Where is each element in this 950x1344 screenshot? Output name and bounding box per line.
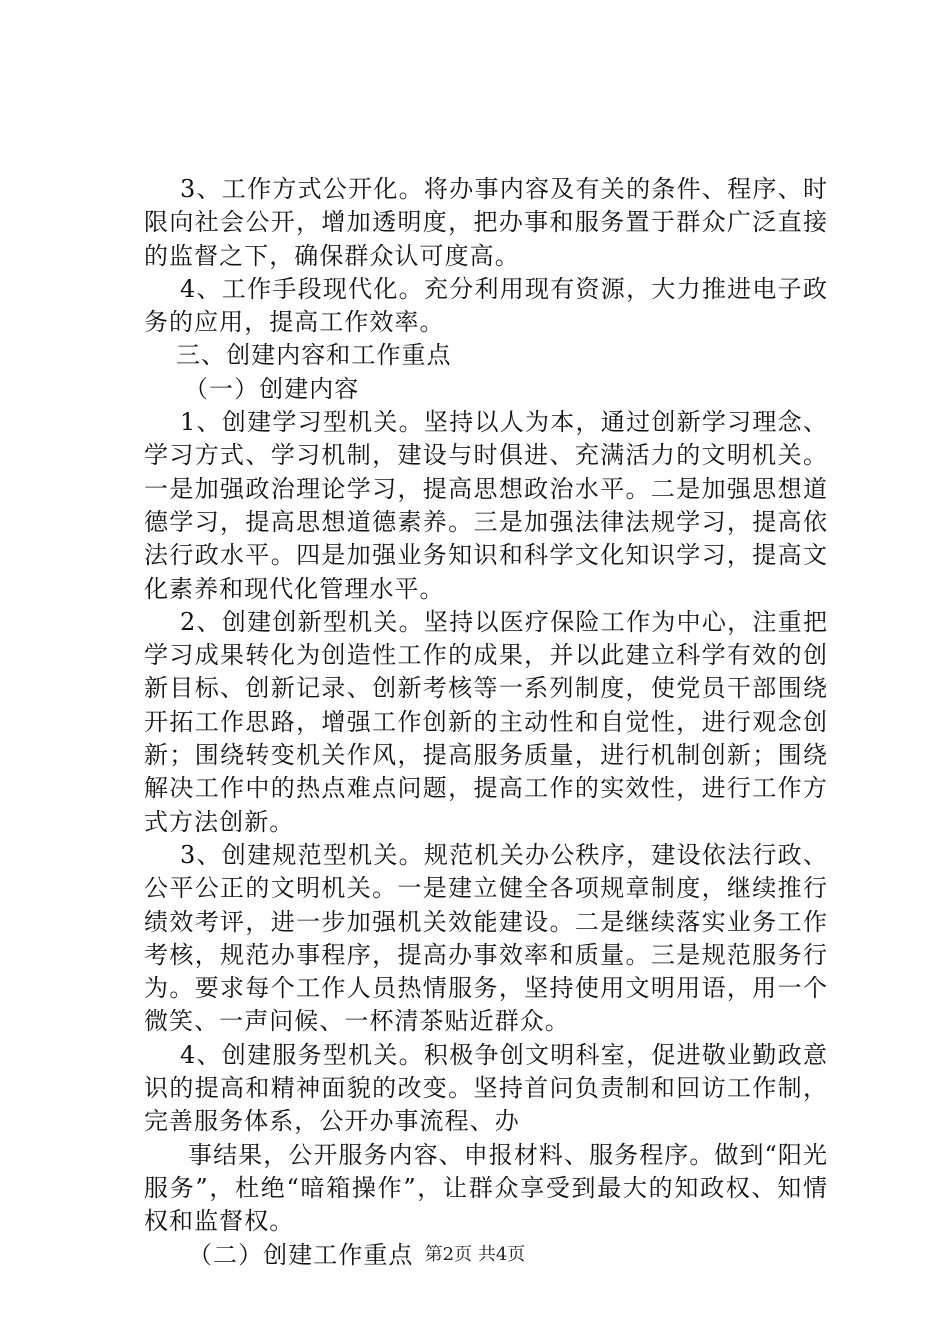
subsection-heading-content: （一）创建内容 xyxy=(184,374,360,403)
paragraph-innovative-organ: 2、创建创新型机关。坚持以医疗保险工作为中心，注重把学习成果转化为创造性工作的成果，并以此建立科学有效的创新目标、创新记录、创新考核等一系列制度，使党员干部围绕开拓工作思路，增强工作创新的主动性和自觉性，进行观念创新；围绕转变机关作风，提高服务质量，进行机制创新；围绕解决工作中的热点难点问题，提高工作的实效性，进行工作方式方法创新。 xyxy=(144,607,828,836)
paragraph-learning-organ: 1、创建学习型机关。坚持以人为本，通过创新学习理念、学习方式、学习机制，建设与时俱进、充满活力的文明机关。一是加强政治理论学习，提高思想政治水平。二是加强思想道德学习，提高思想道德素养。三是加强法律法规学习，提高依法行政水平。四是加强业务知识和科学文化知识学习，提高文化素养和现代化管理水平。 xyxy=(144,408,828,603)
section-heading-content-focus: 三、创建内容和工作重点 xyxy=(176,341,452,370)
subsection-heading-focus: （二）创建工作重点 xyxy=(188,1240,414,1269)
paragraph-modernization: 4、工作手段现代化。充分利用现有资源，大力推进电子政务的应用，提高工作效率。 xyxy=(144,274,828,337)
document-body xyxy=(144,173,828,1272)
paragraph-service-organ: 4、创建服务型机关。积极争创文明科室，促进敬业勤政意识的提高和精神面貌的改变。坚持首问负责制和回访工作制，完善服务体系，公开办事流程、办 xyxy=(144,1040,828,1136)
paragraph-openness: 3、工作方式公开化。将办事内容及有关的条件、程序、时限向社会公开，增加透明度，把办事和服务置于群众广泛直接的监督之下，确保群众认可度高。 xyxy=(144,175,828,270)
page-footer: 第2页 共4页 xyxy=(424,1244,526,1265)
paragraph-service-organ-continued: 事结果，公开服务内容、申报材料、服务程序。做到“阳光服务”，杜绝“暗箱操作”，让群众享受到最大的知政权、知情权和监督权。 xyxy=(144,1140,828,1236)
paragraph-standardized-organ: 3、创建规范型机关。规范机关办公秩序，建设依法行政、公平公正的文明机关。一是建立健全各项规章制度，继续推行绩效考评，进一步加强机关效能建设。二是继续落实业务工作考核，规范办事程序，提高办事效率和质量。三是规范服务行为。要求每个工作人员热情服务，坚持使用文明用语，用一个微笑、一声问候、一杯清茶贴近群众。 xyxy=(144,840,828,1036)
